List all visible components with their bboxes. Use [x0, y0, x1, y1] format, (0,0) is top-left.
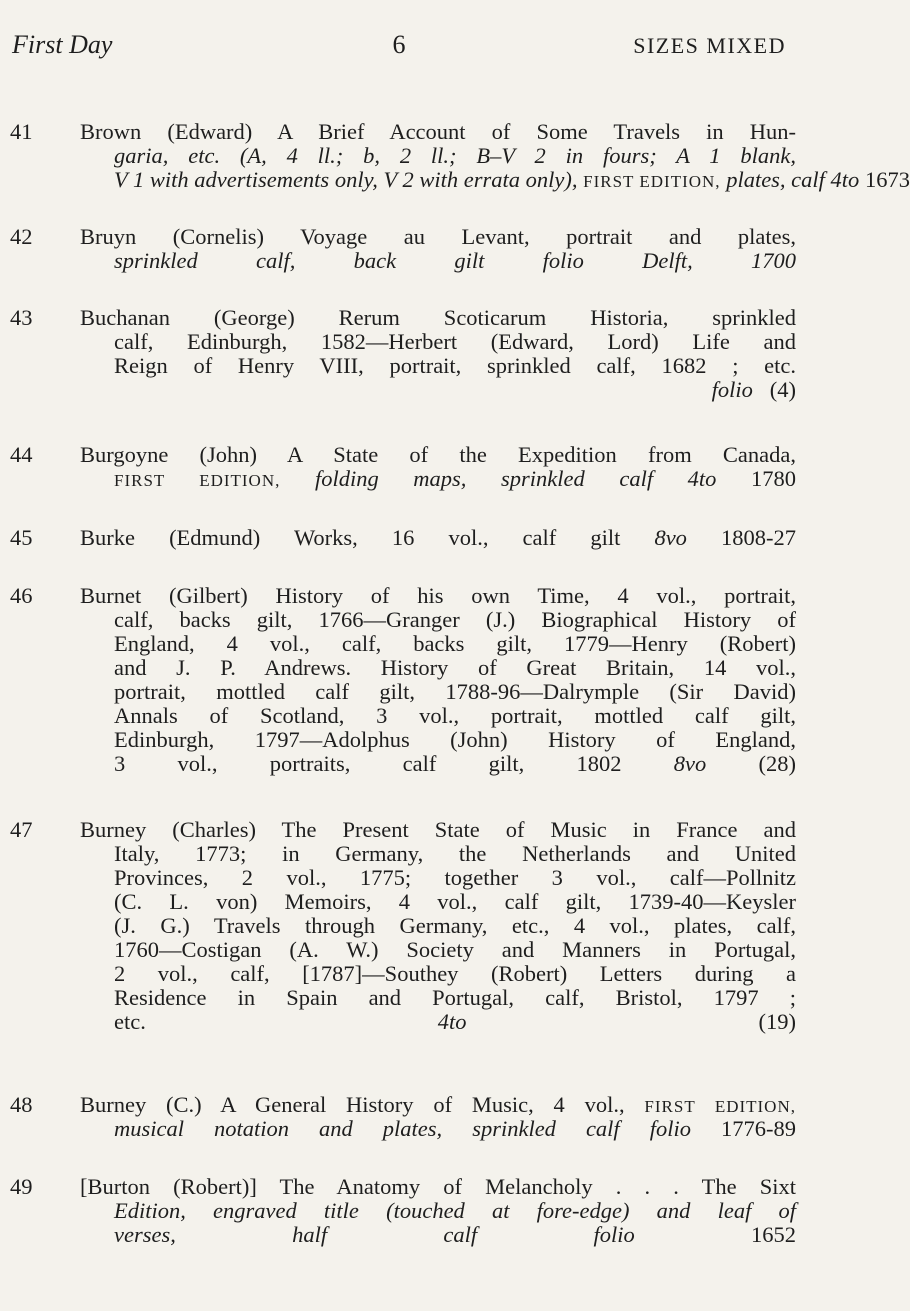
lot-line: sprinkled calf, back gilt folio Delft, 1700 — [114, 248, 797, 273]
lot-line: Brown (Edward) A Brief Account of Some Travels in Hun- — [80, 119, 796, 144]
lot-line: garia, etc. (A, 4 ll.; b, 2 ll.; B–V 2 in fours; A 1 blank, — [114, 143, 796, 168]
lot-description — [80, 225, 796, 273]
lot-line: musical notation and plates, sprinkled calf folio 1776-89 — [114, 1116, 797, 1141]
lot-line: Burgoyne (John) A State of the Expedition from Canada, — [80, 442, 796, 467]
header-section: SIZES MIXED — [633, 33, 786, 58]
lot-number: 44 — [10, 442, 33, 467]
lot-line: Edition, engraved title (touched at fore-edge) and leaf of — [114, 1198, 796, 1223]
running-header — [12, 30, 786, 66]
lot-line: Edinburgh, 1797—Adolphus (John) History of England, — [114, 727, 796, 752]
lot-line: [Burton (Robert)] The Anatomy of Melancholy . . . The Sixt — [80, 1174, 796, 1199]
lot-line: Bruyn (Cornelis) Voyage au Levant, portrait and plates, — [80, 224, 796, 249]
lot-line: Residence in Spain and Portugal, calf, Bristol, 1797 ; — [114, 985, 796, 1010]
lot-line: FIRST EDITION, folding maps, sprinkled calf 4to 1780 — [114, 466, 797, 491]
lot-line: calf, backs gilt, 1766—Granger (J.) Biographical History of — [114, 607, 796, 632]
lot-line: calf, Edinburgh, 1582—Herbert (Edward, Lord) Life and — [114, 329, 796, 354]
lot-number: 48 — [10, 1092, 33, 1117]
lot-line: Provinces, 2 vol., 1775; together 3 vol., calf—Pollnitz — [114, 865, 796, 890]
lot-line: Annals of Scotland, 3 vol., portrait, mottled calf gilt, — [114, 703, 796, 728]
lot-line: V 1 with advertisements only, V 2 with errata only), FIRST EDITION, plates, calf 4to 1673 — [114, 167, 910, 192]
lot-description — [80, 443, 796, 491]
lot-description — [80, 1093, 796, 1141]
lot-number: 47 — [10, 817, 33, 842]
lot-line: Burke (Edmund) Works, 16 vol., calf gilt 8vo 1808-27 — [80, 525, 797, 550]
page-number: 6 — [392, 30, 406, 59]
lot-description — [80, 584, 796, 776]
lot-number: 43 — [10, 305, 33, 330]
lot-line: Reign of Henry VIII, portrait, sprinkled calf, 1682 ; etc. — [114, 353, 796, 378]
lot-line: and J. P. Andrews. History of Great Britain, 14 vol., — [114, 655, 796, 680]
lot-line: 2 vol., calf, [1787]—Southey (Robert) Letters during a — [114, 961, 796, 986]
lot-description — [80, 119, 910, 192]
lot-number: 45 — [10, 525, 33, 550]
lot-number: 49 — [10, 1174, 33, 1199]
lot-line: Buchanan (George) Rerum Scoticarum Historia, sprinkled — [80, 305, 796, 330]
lot-description — [80, 1175, 796, 1247]
lot-line: Burney (Charles) The Present State of Music in France and — [80, 817, 796, 842]
lot-number: 42 — [10, 224, 33, 249]
lot-description — [80, 526, 796, 550]
lot-line: portrait, mottled calf gilt, 1788-96—Dalrymple (Sir David) — [114, 679, 796, 704]
lot-line: (J. G.) Travels through Germany, etc., 4 vol., plates, calf, — [114, 913, 796, 938]
lot-line: etc. 4to (19) — [114, 1009, 796, 1034]
lot-line: England, 4 vol., calf, backs gilt, 1779—Henry (Robert) — [114, 631, 796, 656]
lot-line: verses, half calf folio 1652 — [114, 1222, 796, 1247]
lot-line: Italy, 1773; in Germany, the Netherlands and United — [114, 841, 796, 866]
lot-line: 3 vol., portraits, calf gilt, 1802 8vo (28) — [114, 751, 797, 776]
lot-description — [80, 306, 796, 402]
lot-line: (C. L. von) Memoirs, 4 vol., calf gilt, 1739-40—Keysler — [114, 889, 796, 914]
lot-line: Burnet (Gilbert) History of his own Time, 4 vol., portrait, — [80, 583, 796, 608]
lot-number: 46 — [10, 583, 33, 608]
lot-number: 41 — [10, 119, 33, 144]
lot-line: folio (4) — [711, 377, 796, 402]
lot-line: Burney (C.) A General History of Music, 4 vol., FIRST EDITION, — [80, 1092, 796, 1117]
lot-description — [80, 818, 796, 1034]
header-day: First Day — [12, 30, 113, 59]
lot-line: 1760—Costigan (A. W.) Society and Manners in Portugal, — [114, 937, 796, 962]
